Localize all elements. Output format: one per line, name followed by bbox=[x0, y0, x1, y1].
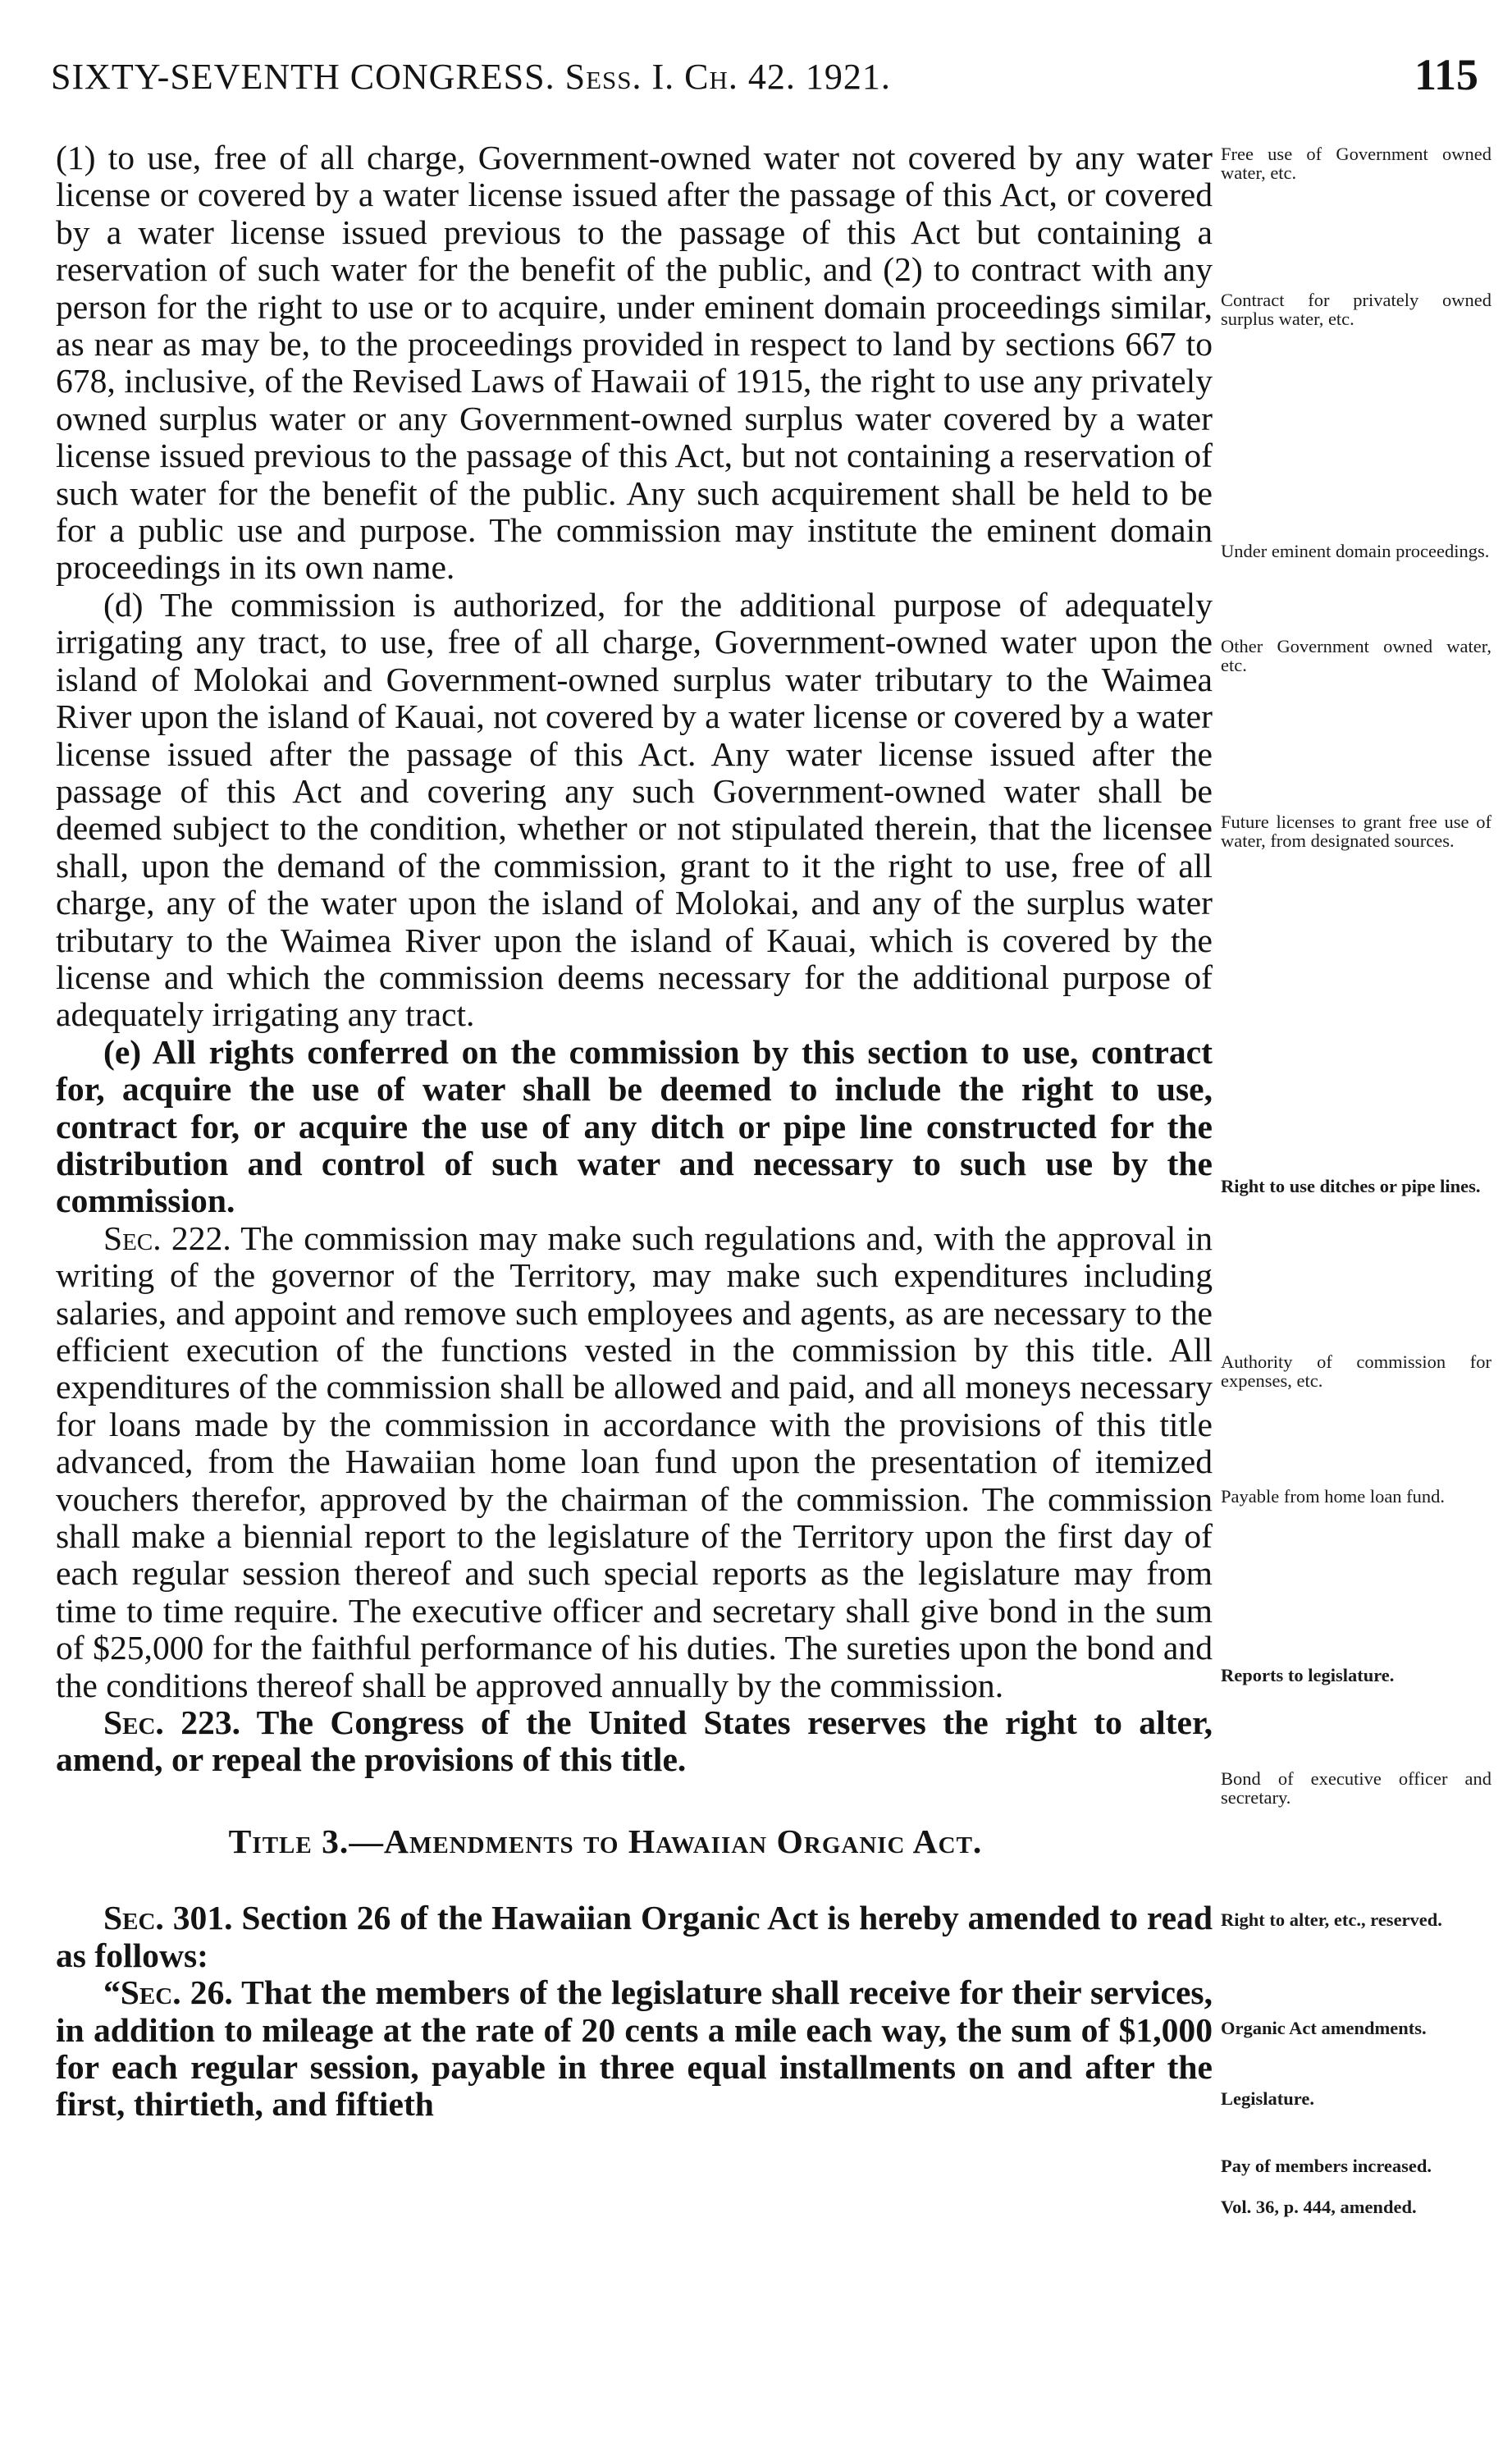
clause-e: (e) All rights conferred on the commission by this section to use, contract for, acquire the use of water shall be deemed to include the right to use, contract for, or acquire the use of any ditch or pipe line constructed for the distribution and control of such water and necessary to such use by the commission. bbox=[56, 1032, 1213, 1220]
margin-note-other-govt: Other Government owned water, etc. bbox=[1221, 636, 1491, 675]
chapter-label: Ch. 42. bbox=[684, 57, 796, 97]
page-number: 115 bbox=[1414, 50, 1478, 99]
section-label: “Sec. bbox=[103, 1973, 181, 2012]
section-222-text: 222. The commission may make such regulations and, with the approval in writing of the governor of the Territory, may make such expenditures including salaries, and appoint and remove such employees and agents, as are necessary to the efficient execution of the functions vested in the commission by this title. All expenditures of the commission shall be allowed and paid, and all moneys necessary for loans made by the commission in accordance with the provisions of this title advanced, from the Hawaiian home loan fund upon the presentation of itemized vouchers therefor, approved by the chairman of the commission. The commission shall make a biennial report to the legislature of the Territory upon the first day of each regular session thereof and such special reports as the legislature may from time to time require. The executive officer and secretary shall give bond in the sum of $25,000 for the faithful performance of his duties. The sureties upon the bond and the conditions thereof shall be approved annually by the commission. bbox=[56, 1219, 1213, 1704]
margin-note-organic: Organic Act amendments. bbox=[1221, 2018, 1427, 2038]
running-head bbox=[51, 56, 891, 98]
section-label: Sec. bbox=[103, 1899, 164, 1937]
section-26-quoted bbox=[56, 1974, 1213, 2124]
margin-note-legislature: Legislature. bbox=[1221, 2088, 1314, 2109]
margin-note-pay: Pay of members increased. bbox=[1221, 2156, 1432, 2176]
congress-label: SIXTY-SEVENTH CONGRESS. bbox=[51, 57, 555, 97]
margin-note-alter: Right to alter, etc., reserved. bbox=[1221, 1909, 1442, 1930]
running-header bbox=[51, 49, 1478, 107]
section-label: Sec. bbox=[103, 1219, 162, 1257]
section-301-text: 301. Section 26 of the Hawaiian Organic Act is hereby amended to read as follows: bbox=[56, 1899, 1213, 1974]
margin-note-reports: Reports to legislature. bbox=[1221, 1665, 1395, 1685]
margin-note-contract: Contract for privately owned surplus water, etc. bbox=[1221, 290, 1491, 329]
margin-note-free-use: Free use of Government owned water, etc. bbox=[1221, 144, 1491, 183]
section-223 bbox=[56, 1704, 1213, 1779]
title-3-heading: Title 3.—Amendments to Hawaiian Organic Act. bbox=[228, 1822, 983, 1860]
clause-c-continued: (1) to use, free of all charge, Government-owned water not covered by any water license or covered by a water license issued after the passage of this Act, or covered by a water license issued previous to the passage of this Act but containing a reservation of such water for the benefit of the public, and (2) to contract with any person for the right to use or to acquire, under eminent domain proceedings similar, as near as may be, to the proceedings provided in respect to land by sections 667 to 678, inclusive, of the Revised Laws of Hawaii of 1915, the right to use any privately owned surplus water or any Government-owned surplus water covered by a water license issued previous to the passage of this Act, but not containing a reservation of such water for the benefit of the public. Any such acquirement shall be held to be for a public use and purpose. The commission may institute the eminent domain proceedings in its own name. bbox=[56, 139, 1213, 587]
year-label: 1921. bbox=[805, 57, 891, 97]
clause-d: (d) The commission is authorized, for the additional purpose of adequately irrigating any tract, to use, free of all charge, Government-owned water upon the island of Molokai and Government-owned surplus water tributary to the Waimea River upon the island of Kauai, not covered by a water license or covered by a water license issued after the passage of this Act. Any water license issued after the passage of this Act and covering any such Government-owned water shall be deemed subject to the condition, whether or not stipulated therein, that the licensee shall, upon the demand of the commission, grant to it the right to use, free of all charge, any of the water upon the island of Molokai, and any of the surplus water tributary to the Waimea River upon the island of Kauai, which is covered by the license and which the commission deems necessary for the additional purpose of adequately irrigating any tract. bbox=[56, 585, 1213, 1034]
margin-note-authority: Authority of commission for expenses, etc. bbox=[1221, 1351, 1491, 1391]
session-label: Sess. I. bbox=[564, 57, 675, 97]
section-26-text: 26. That the members of the legislature shall receive for their services, in addition to mileage at the rate of 20 cents a mile each way, the sum of $1,000 for each regular session, payable in three equal installments on and after the first, thirtieth, and fiftieth bbox=[56, 1973, 1213, 2124]
section-222 bbox=[56, 1220, 1213, 1704]
section-301 bbox=[56, 1900, 1213, 1974]
section-label: Sec. bbox=[103, 1703, 164, 1742]
margin-note-payable: Payable from home loan fund. bbox=[1221, 1486, 1446, 1507]
margin-note-ditches: Right to use ditches or pipe lines. bbox=[1221, 1176, 1481, 1196]
margin-note-future-licenses: Future licenses to grant free use of water, from designated sources. bbox=[1221, 812, 1491, 851]
margin-note-vol: Vol. 36, p. 444, amended. bbox=[1221, 2197, 1417, 2217]
section-223-text: 223. The Congress of the United States reserves the right to alter, amend, or repeal the provisions of this title. bbox=[56, 1703, 1213, 1779]
statute-text bbox=[56, 139, 1213, 2124]
margin-note-eminent: Under eminent domain proceedings. bbox=[1221, 541, 1490, 561]
margin-note-bond: Bond of executive officer and secretary. bbox=[1221, 1768, 1491, 1808]
